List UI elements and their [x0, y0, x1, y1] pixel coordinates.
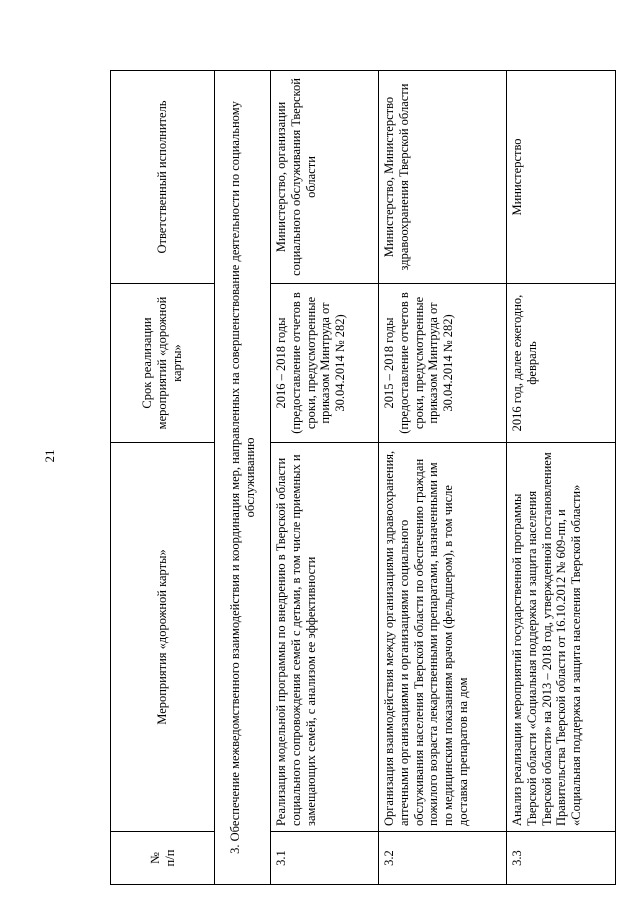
header-num: № п/п	[111, 832, 215, 885]
row-executor: Министерство, Министерство здравоохранения Тверской области	[379, 71, 507, 284]
row-activity: Организация взаимодействия между организациями здравоохранения, аптечными организациями и организациями социального обслуживания населения Тверской области по обеспечению граждан пожилого возраста лекарственными препаратами, назначенными им по медицинским показаниям врачом (фельдшером), в том числе доставка препаратов на дом	[379, 443, 507, 832]
table-row	[379, 71, 507, 885]
row-number: 3.1	[271, 832, 379, 885]
row-number: 3.2	[379, 832, 507, 885]
table-row	[507, 71, 616, 885]
header-executor: Ответственный исполнитель	[111, 71, 215, 284]
rotated-table-area	[110, 70, 615, 885]
section-row	[215, 71, 271, 885]
table-row	[271, 71, 379, 885]
row-term: 2015 – 2018 годы (предоставление отчетов в сроки, предусмотренные приказом Минтруда от 30.04.2014 № 282)	[379, 284, 507, 443]
table-header-row	[111, 71, 215, 885]
row-term: 2016 год, далее ежегодно, февраль	[507, 284, 616, 443]
table-sheet	[110, 70, 615, 885]
row-term: 2016 – 2018 годы (предоставление отчетов в сроки, предусмотренные приказом Минтруда от 30.04.2014 № 282)	[271, 284, 379, 443]
section-title: 3. Обеспечение межведомственного взаимодействия и координация мер, направленных на совершенствование деятельности по социальному обслуживанию	[215, 71, 271, 885]
row-activity: Реализация модельной программы по внедрению в Тверской области социального сопровождения семей с детьми, в том числе приемных и замещающих семей, с анализом ее эффективности	[271, 443, 379, 832]
row-executor: Министерство, организации социального обслуживания Тверской области	[271, 71, 379, 284]
row-activity: Анализ реализации мероприятий государственной программы Тверской области «Социальная поддержка и защита населения Тверской области» на 2013 – 2018 год, утвержденной постановлением Правительства Тверской области от 16.10.2012 № 609-пп, и «Социальная поддержка и защита населения Тверской области»	[507, 443, 616, 832]
header-term: Срок реализации мероприятий «дорожной карты»	[111, 284, 215, 443]
header-activity: Мероприятия «дорожной карты»	[111, 443, 215, 832]
row-number: 3.3	[507, 832, 616, 885]
roadmap-table	[110, 70, 616, 885]
row-executor: Министерство	[507, 71, 616, 284]
page-number: 21	[42, 449, 57, 463]
